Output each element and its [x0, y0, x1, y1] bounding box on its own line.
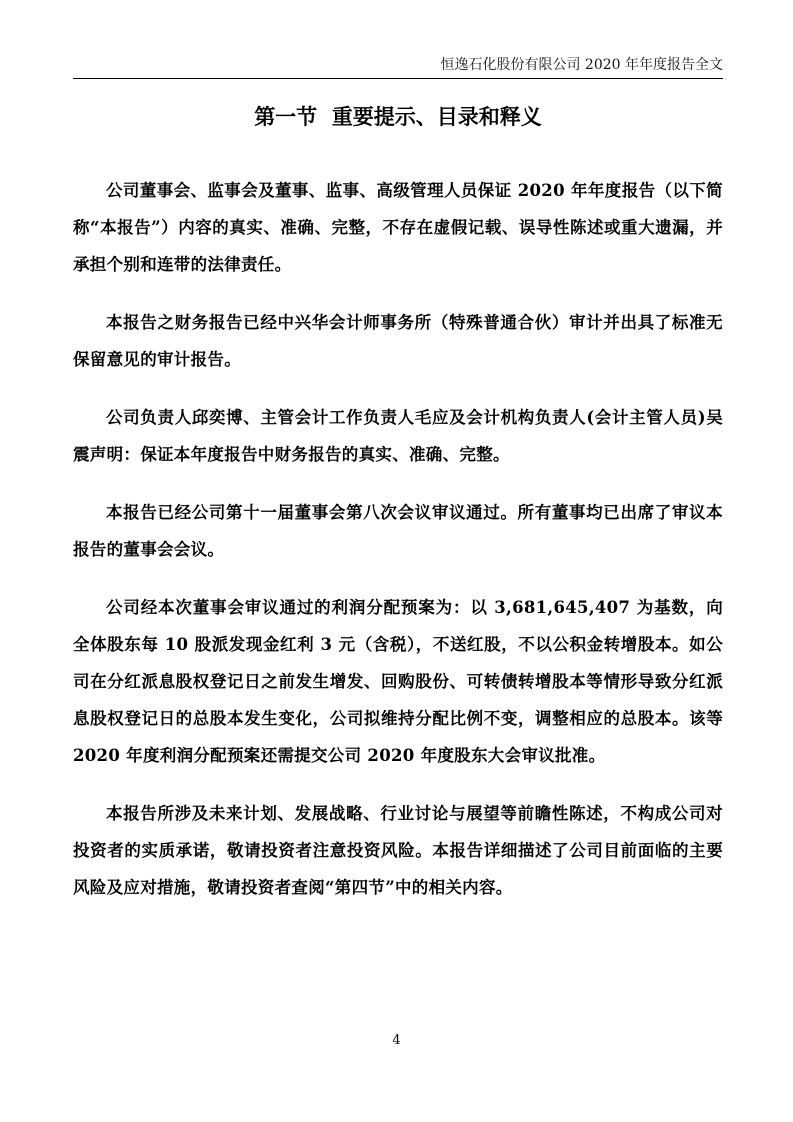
page-number: 4: [392, 1033, 401, 1048]
paragraph-audit-opinion: 本报告之财务报告已经中兴华会计师事务所（特殊普通合伙）审计并出具了标准无保留意见的审计报告。: [73, 313, 723, 369]
paragraph-board-approval: 本报告已经公司第十一届董事会第八次会议审议通过。所有董事均已出席了审议本报告的董事会会议。: [73, 503, 723, 559]
paragraph-forward-looking: 本报告所涉及未来计划、发展战略、行业讨论与展望等前瞻性陈述，不构成公司对投资者的实质承诺，敬请投资者注意投资风险。本报告详细描述了公司目前面临的主要风险及应对措施，敬请投资者查阅“第四节”中的相关内容。: [73, 804, 723, 897]
paragraph-board-guarantee: 公司董事会、监事会及董事、监事、高级管理人员保证 2020 年年度报告（以下简称“本报告”）内容的真实、准确、完整，不存在虚假记载、误导性陈述或重大遗漏，并承担个别和连带的法律责任。: [73, 181, 723, 274]
paragraph-profit-distribution: 公司经本次董事会审议通过的利润分配预案为：以 3,681,645,407 为基数，向全体股东每 10 股派发现金红利 3 元（含税），不送红股，不以公积金转增股本。如公司在分红派息股权登记日之前发生增发、回购股份、可转债转增股本等情形导致分红派息股权登记日的总股本发生变化，公司拟维持分配比例不变，调整相应的总股本。该等 2020 年度利润分配预案还需提交公司 2020 年度股东大会审议批准。: [73, 598, 723, 765]
document-body: [73, 172, 723, 927]
paragraph-responsible-persons: 公司负责人邱奕博、主管会计工作负责人毛应及会计机构负责人(会计主管人员)吴震声明：保证本年度报告中财务报告的真实、准确、完整。: [73, 408, 723, 464]
section-title: 第一节 重要提示、目录和释义: [254, 105, 542, 129]
header-divider: [73, 78, 723, 79]
running-header: 恒逸石化股份有限公司 2020 年年度报告全文: [440, 57, 723, 73]
